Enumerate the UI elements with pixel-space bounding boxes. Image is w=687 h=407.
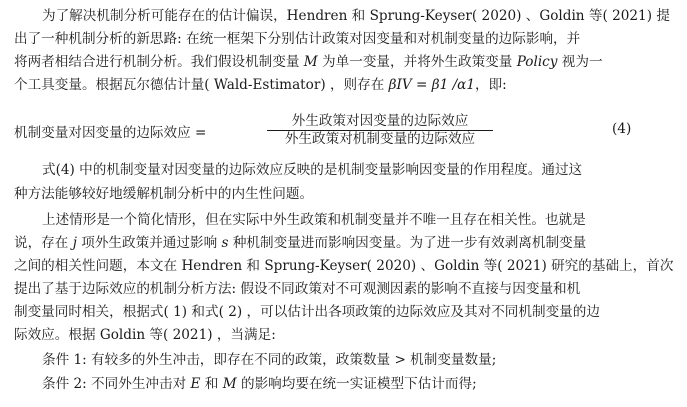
paragraph-1-line-3: [14, 52, 603, 72]
text-segment: 视为一: [557, 54, 603, 70]
text-segment: 和: [200, 376, 223, 392]
variable-policy: Policy: [516, 54, 558, 70]
paragraph-1-line-1: 为了解决机制分析可能存在的估计偏误，Hendren 和 Sprung-Keyser( 2020) 、Goldin 等( 2021) 提: [42, 8, 670, 24]
paragraph-3-line-4: 提出了基于边际效应的机制分析方法: 假设不同政策对不可观测因素的影响不直接与因变量和机: [14, 281, 581, 297]
equation-denominator: 外生政策对机制变量的边际效应: [284, 131, 476, 147]
variable-s: s: [221, 235, 229, 251]
condition-2: [42, 374, 477, 394]
paragraph-2-line-2: 种方法能够较好地缓解机制分析中的内生性问题。: [14, 186, 314, 202]
text-segment: 为单一变量，并将外生政策变量: [317, 54, 517, 70]
equation-numerator: 外生政策对因变量的边际效应: [291, 113, 469, 129]
equation-lhs: 机制变量对因变量的边际效应 =: [14, 125, 207, 141]
variable-j: j: [72, 235, 77, 251]
text-segment: 项外生政策并通过影响: [76, 235, 222, 251]
wald-formula: βIV = β1 /α1: [388, 77, 475, 93]
text-segment: 条件 2: 不同外生冲击对: [42, 376, 191, 392]
variable-e: E: [190, 376, 201, 392]
paragraph-3-line-1: 上述情形是一个简化情形，但在实际中外生政策和机制变量并不唯一且存在相关性。也就是: [42, 212, 586, 228]
paragraph-3-line-5: 制变量同时相关，根据式( 1) 和式( 2) ，可以估计出各项政策的边际效应及其对不同机制变量的边: [14, 304, 600, 320]
equation-4: [14, 114, 674, 146]
text-segment: 将两者相结合进行机制分析。我们假设机制变量: [14, 54, 304, 70]
text-segment: ，即:: [474, 77, 507, 93]
variable-m: M: [222, 376, 237, 392]
equation-number: (4): [612, 121, 632, 137]
condition-1: 条件 1: 有较多的外生冲击，即存在不同的政策，政策数量 > 机制变量数量;: [42, 352, 497, 368]
paragraph-2-line-1: 式(4) 中的机制变量对因变量的边际效应反映的是机制变量影响因变量的作用程度。通过这: [42, 162, 583, 178]
text-segment: 种机制变量进而影响因变量。为了进一步有效剥离机制变量: [228, 235, 587, 251]
paragraph-3-line-2: [14, 233, 586, 253]
variable-m: M: [303, 54, 318, 70]
text-segment: 说，存在: [14, 235, 73, 251]
paragraph-1-line-2: 出了一种机制分析的新思路: 在统一框架下分别估计政策对因变量和对机制变量的边际影响，并: [14, 31, 581, 47]
text-segment: 的影响均要在统一实证模型下估计而得;: [236, 376, 477, 392]
paragraph-1-line-4: [14, 75, 507, 95]
paragraph-3-line-3: 之间的相关性问题，本文在 Hendren 和 Sprung-Keyser( 2020) 、Goldin 等( 2021) 研究的基础上，首次: [14, 258, 674, 274]
text-segment: 个工具变量。根据瓦尔德估计量( Wald-Estimator) ，则存在: [14, 77, 389, 93]
equation-fraction: [267, 114, 493, 147]
paragraph-3-line-6: 际效应。根据 Goldin 等( 2021) ，当满足:: [14, 327, 276, 343]
